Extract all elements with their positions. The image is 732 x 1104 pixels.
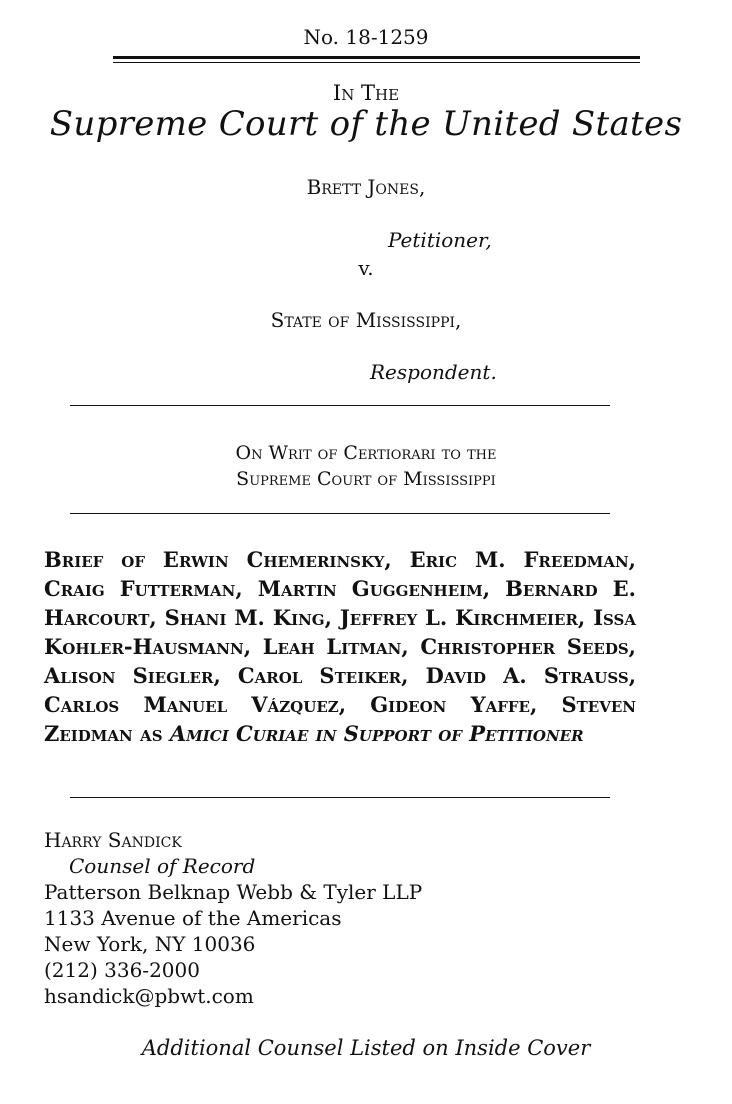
writ-statement: [0, 440, 732, 492]
counsel-block: [44, 827, 422, 1009]
brief-title-main: Brief of Erwin Chemerinsky, Eric M. Freedman, Craig Futterman, Martin Guggenheim, Bernard E. Harcourt, Shani M. King, Jeffrey L. Kirchmeier, Issa Kohler-Hausmann, Leah Litman, Christopher Seeds, Alison Siegler, Carol Steiker, David A. Strauss, Carlos Manuel Vázquez, Gideon Yaffe, Steven Zeidman as: [44, 547, 636, 746]
section-divider: [70, 797, 610, 798]
counsel-role: Counsel of Record: [69, 854, 256, 878]
counsel-phone: (212) 336-2000: [44, 958, 200, 982]
writ-line-2: Supreme Court of Mississippi: [236, 468, 496, 490]
brief-title-tail: Amici Curiae in Support of Petitioner: [169, 721, 584, 746]
docket-number: No. 18-1259: [303, 25, 429, 49]
counsel-firm: Patterson Belknap Webb & Tyler LLP: [44, 880, 423, 904]
writ-line-1: On Writ of Certiorari to the: [235, 442, 497, 464]
brief-title: [44, 545, 636, 748]
court-prefix: In The: [332, 81, 400, 105]
respondent-role: Respondent.: [370, 360, 497, 384]
court-name: Supreme Court of the United States: [49, 104, 683, 144]
counsel-name: Harry Sandick: [44, 828, 182, 852]
petitioner-name: Brett Jones,: [306, 175, 426, 199]
counsel-email: hsandick@pbwt.com: [44, 984, 254, 1008]
header-thin-rule: [113, 62, 640, 63]
counsel-address-line-1: 1133 Avenue of the Americas: [44, 906, 342, 930]
counsel-address-line-2: New York, NY 10036: [44, 932, 256, 956]
section-divider: [70, 405, 610, 406]
header-thick-rule: [113, 56, 640, 59]
respondent-name: State of Mississippi,: [270, 308, 462, 332]
section-divider: [70, 513, 610, 514]
additional-counsel-note: Additional Counsel Listed on Inside Cover: [141, 1036, 591, 1060]
versus: v.: [358, 256, 374, 280]
petitioner-role: Petitioner,: [388, 228, 492, 252]
